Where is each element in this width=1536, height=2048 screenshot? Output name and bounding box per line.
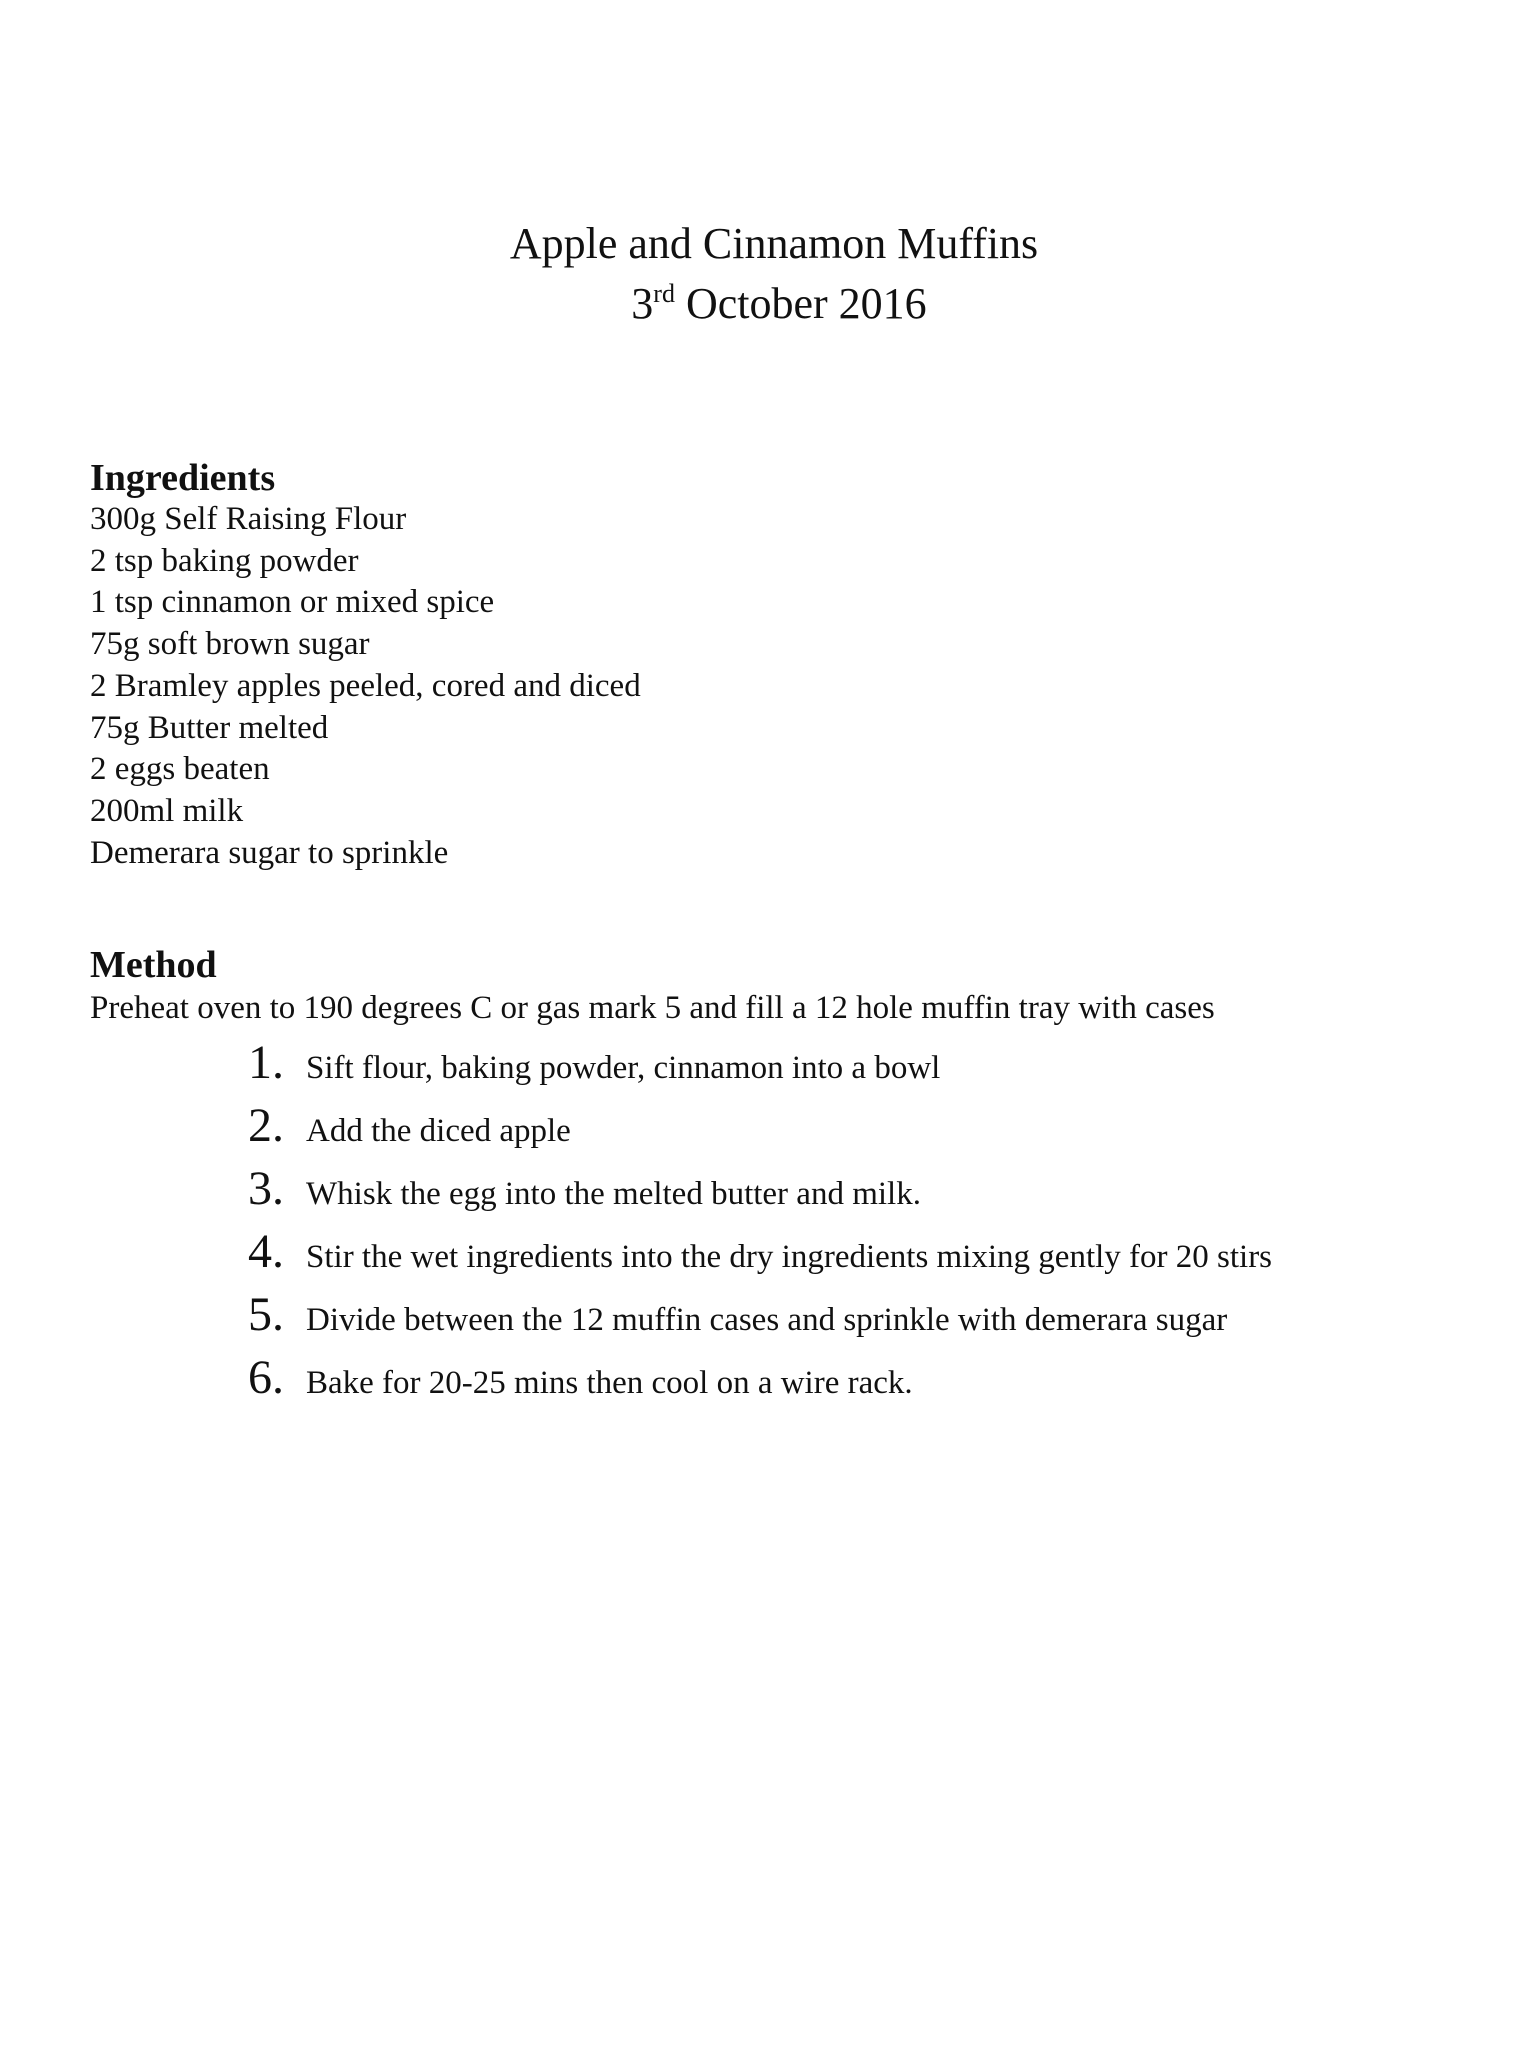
step-text: Add the diced apple xyxy=(306,1113,571,1149)
method-step xyxy=(248,1096,1490,1159)
ingredient-list xyxy=(90,499,1490,874)
method-step xyxy=(248,1033,1490,1096)
date-ordinal-suffix: rd xyxy=(653,279,675,308)
date-day: 3 xyxy=(631,279,654,328)
step-text: Stir the wet ingredients into the dry ingredients mixing gently for 20 stirs xyxy=(306,1239,1273,1275)
ingredient-item: 75g soft brown sugar xyxy=(90,626,370,663)
title-block xyxy=(0,214,1536,334)
ingredients-heading: Ingredients xyxy=(90,457,276,499)
ingredient-item: 1 tsp cinnamon or mixed spice xyxy=(90,584,495,621)
step-number: 2. xyxy=(248,1099,284,1152)
method-intro: Preheat oven to 190 degrees C or gas mark 5 and fill a 12 hole muffin tray with cases xyxy=(90,990,1215,1026)
step-text: Whisk the egg into the melted butter and milk. xyxy=(306,1176,921,1212)
ingredient-item: Demerara sugar to sprinkle xyxy=(90,834,449,871)
ingredient-item: 2 tsp baking powder xyxy=(90,542,359,579)
recipe-title: Apple and Cinnamon Muffins xyxy=(509,219,1039,268)
step-number: 6. xyxy=(248,1351,284,1404)
method-step xyxy=(248,1285,1490,1348)
ingredient-item: 2 Bramley apples peeled, cored and diced xyxy=(90,667,641,704)
step-text: Bake for 20-25 mins then cool on a wire rack. xyxy=(306,1365,913,1401)
ingredients-section xyxy=(90,457,1490,874)
method-section xyxy=(90,944,1490,1411)
step-number: 4. xyxy=(248,1225,284,1278)
ingredient-item: 300g Self Raising Flour xyxy=(90,501,407,537)
method-steps xyxy=(90,1033,1490,1411)
method-step xyxy=(248,1222,1490,1285)
method-step xyxy=(248,1159,1490,1222)
ingredient-item: 75g Butter melted xyxy=(90,709,329,746)
recipe-date xyxy=(0,274,1536,334)
ingredient-item: 200ml milk xyxy=(90,792,244,829)
method-heading: Method xyxy=(90,944,217,986)
date-month-year: October 2016 xyxy=(674,279,927,328)
step-number: 3. xyxy=(248,1162,284,1215)
step-text: Divide between the 12 muffin cases and sprinkle with demerara sugar xyxy=(306,1302,1228,1338)
method-step xyxy=(248,1348,1490,1411)
step-text: Sift flour, baking powder, cinnamon into a bowl xyxy=(306,1050,941,1086)
ingredient-item: 2 eggs beaten xyxy=(90,751,270,788)
step-number: 5. xyxy=(248,1288,284,1341)
step-number: 1. xyxy=(248,1036,284,1089)
